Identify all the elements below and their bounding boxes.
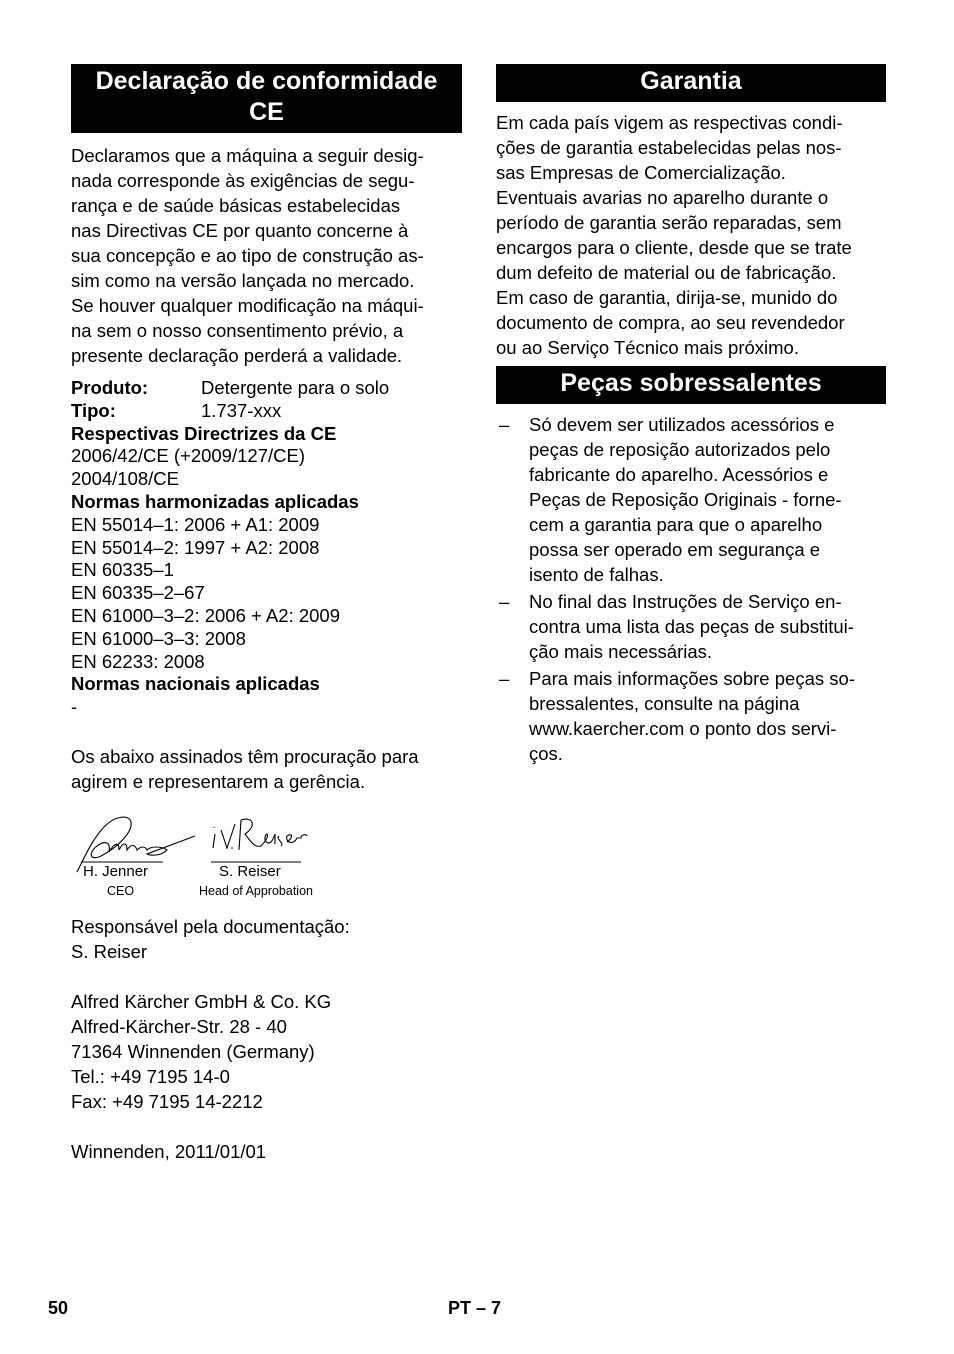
bullet-dash: – bbox=[499, 591, 510, 612]
standard-item: EN 55014–2: 1997 + A2: 2008 bbox=[71, 536, 320, 558]
page-number: 50 bbox=[48, 1298, 69, 1318]
product-label: Produto: bbox=[71, 377, 149, 398]
directive-item: 2004/108/CE bbox=[71, 468, 180, 490]
directives-heading: Respectivas Directrizes da CE bbox=[71, 422, 337, 444]
warranty-column bbox=[496, 64, 886, 768]
declaration-heading: Declaração de conformidade CE bbox=[71, 64, 462, 133]
harmonized-standards-heading: Normas harmonizadas aplicadas bbox=[71, 490, 359, 512]
product-row bbox=[71, 377, 462, 400]
standard-item: EN 61000–3–2: 2006 + A2: 2009 bbox=[71, 604, 340, 626]
bullet-dash: – bbox=[499, 668, 510, 689]
responsible-documentation: Responsável pela documentação: S. Reiser bbox=[71, 915, 350, 962]
type-row bbox=[71, 400, 462, 423]
warranty-text: Em cada país vigem as respectivas condi- ções de garantia estabelecidas pelas nos- sas Empresas de Comercialização. Eventuais avarias no aparelho durante o período de garantia serão reparadas, sem encargos para o cliente, desde que se trate dum defeito de material ou de fabricação. Em caso de garantia, dirija-se, munido do documento de compra, ao seu revendedor ou ao Serviço Técnico mais próximo. bbox=[496, 112, 852, 358]
signatory-name-jenner: H. Jenner bbox=[83, 862, 149, 880]
standard-item: EN 55014–1: 2006 + A1: 2009 bbox=[71, 513, 320, 535]
national-standards-heading: Normas nacionais aplicadas bbox=[71, 673, 320, 695]
warranty-heading: Garantia bbox=[496, 64, 886, 102]
product-value: Detergente para o solo bbox=[201, 377, 390, 398]
signatures-block bbox=[71, 812, 462, 898]
product-specification bbox=[71, 377, 462, 719]
section-page-indicator: PT – 7 bbox=[448, 1298, 502, 1318]
type-label: Tipo: bbox=[71, 399, 116, 421]
company-address: Alfred Kärcher GmbH & Co. KG Alfred-Kärcher-Str. 28 - 40 71364 Winnenden (Germany) Tel.: +49 7195 14-0 Fax: +49 7195 14-2212 bbox=[71, 990, 332, 1112]
signatories-text: Os abaixo assinados têm procuração para agirem e representarem a gerência. bbox=[71, 745, 419, 792]
spare-parts-list bbox=[496, 412, 886, 766]
standard-item: EN 61000–3–3: 2008 bbox=[71, 627, 246, 649]
list-item: – Só devem ser utilizados acessórios e peças de reposição autorizados pelo fabricante do aparelho. Acessórios e Peças de Reposição Originais - forne- cem a garantia para que o aparelho possa ser operado em segurança e isento de falhas. bbox=[499, 414, 842, 585]
national-standards-value: - bbox=[71, 696, 78, 718]
signatory-role-jenner: CEO bbox=[107, 883, 135, 898]
place-date: Winnenden, 2011/01/01 bbox=[71, 1140, 267, 1162]
signatory-role-reiser: Head of Approbation bbox=[199, 883, 313, 898]
standard-item: EN 60335–1 bbox=[71, 559, 174, 581]
directive-item: 2006/42/CE (+2009/127/CE) bbox=[71, 445, 305, 467]
list-item: – Para mais informações sobre peças so- bressalentes, consulte na página www.kaercher.com o ponto dos servi- ços. bbox=[499, 668, 855, 764]
standard-item: EN 62233: 2008 bbox=[71, 650, 205, 672]
declaration-intro: Declaramos que a máquina a seguir desig- nada corresponde às exigências de segu- rança e de saúde básicas estabelecidas nas Directivas CE por quanto concerne à sua concepção e ao tipo de construção as- sim como na versão lançada no mercado. Se houver qualquer modificação na máqui- na sem o nosso consentimento prévio, a presente declaração perderá a validade. bbox=[71, 145, 424, 366]
type-value: 1.737-xxx bbox=[201, 399, 282, 421]
list-item: – No final das Instruções de Serviço en- contra uma lista das peças de substitui- ção mais necessárias. bbox=[499, 591, 854, 662]
standard-item: EN 60335–2–67 bbox=[71, 582, 205, 604]
bullet-dash: – bbox=[499, 414, 510, 435]
signatory-name-reiser: S. Reiser bbox=[219, 862, 281, 880]
declaration-column bbox=[71, 64, 462, 1164]
spare-parts-heading: Peças sobressalentes bbox=[496, 366, 886, 404]
